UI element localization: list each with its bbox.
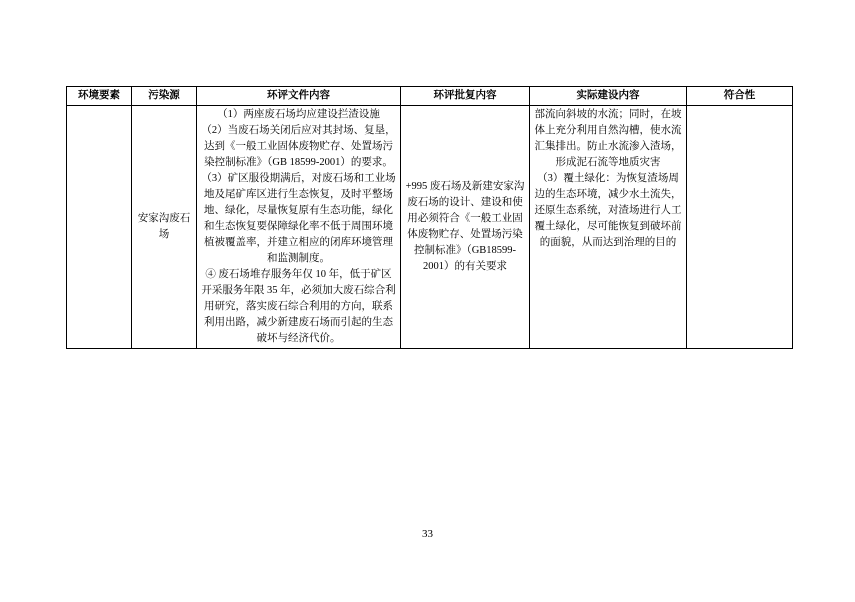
table-row [67, 106, 793, 349]
cell-pollution-source: 安家沟废石场 [132, 106, 197, 349]
cell-compliance [687, 106, 793, 349]
page-number: 33 [422, 528, 433, 540]
cell-eia-document: （1）两座废石场均应建设拦渣设施 （2）当废石场关闭后应对其封场、复垦，达到《一般工业固体废物贮存、处置场污染控制标准》（GB 18599-2001）的要求。 （3）矿区服役期满后，对废石场和工业场地及尾矿库区进行生态恢复，及时平整场地、绿化，尽量恢复原有生态功能，绿化和生态恢复要保障绿化率不低于周围环境植被覆盖率，并建立相应的闭库环境管理和监测制度。 ④ 废石场堆存服务年仅 10 年，低于矿区开采服务年限 35 年，必须加大废石综合利用研究，落实废石综合利用的方向，联系利用出路，减少新建废石场而引起的生态破坏与经济代价。 [197, 106, 401, 349]
column-header-pollution-source: 污染源 [132, 87, 197, 106]
cell-env-factor [67, 106, 132, 349]
column-header-actual-construction: 实际建设内容 [530, 87, 687, 106]
column-header-eia-approval: 环评批复内容 [401, 87, 530, 106]
cell-actual-construction: 部流向斜坡的水流；同时，在坡体上充分利用自然沟槽，使水流汇集排出。防止水流渗入渣场，形成泥石流等地质灾害 （3）覆土绿化：为恢复渣场周边的生态环境，减少水土流失，还原生态系统，对渣场进行人工覆土绿化，尽可能恢复到破坏前的面貌，从而达到治理的目的 [530, 106, 687, 349]
cell-eia-approval: +995 废石场及新建安家沟废石场的设计、建设和使用必须符合《一般工业固体废物贮存、处置场污染控制标准》（GB18599-2001）的有关要求 [401, 106, 530, 349]
table-header-row [67, 87, 793, 106]
compliance-table [66, 86, 793, 349]
column-header-env-factor: 环境要素 [67, 87, 132, 106]
column-header-eia-document: 环评文件内容 [197, 87, 401, 106]
column-header-compliance: 符合性 [687, 87, 793, 106]
